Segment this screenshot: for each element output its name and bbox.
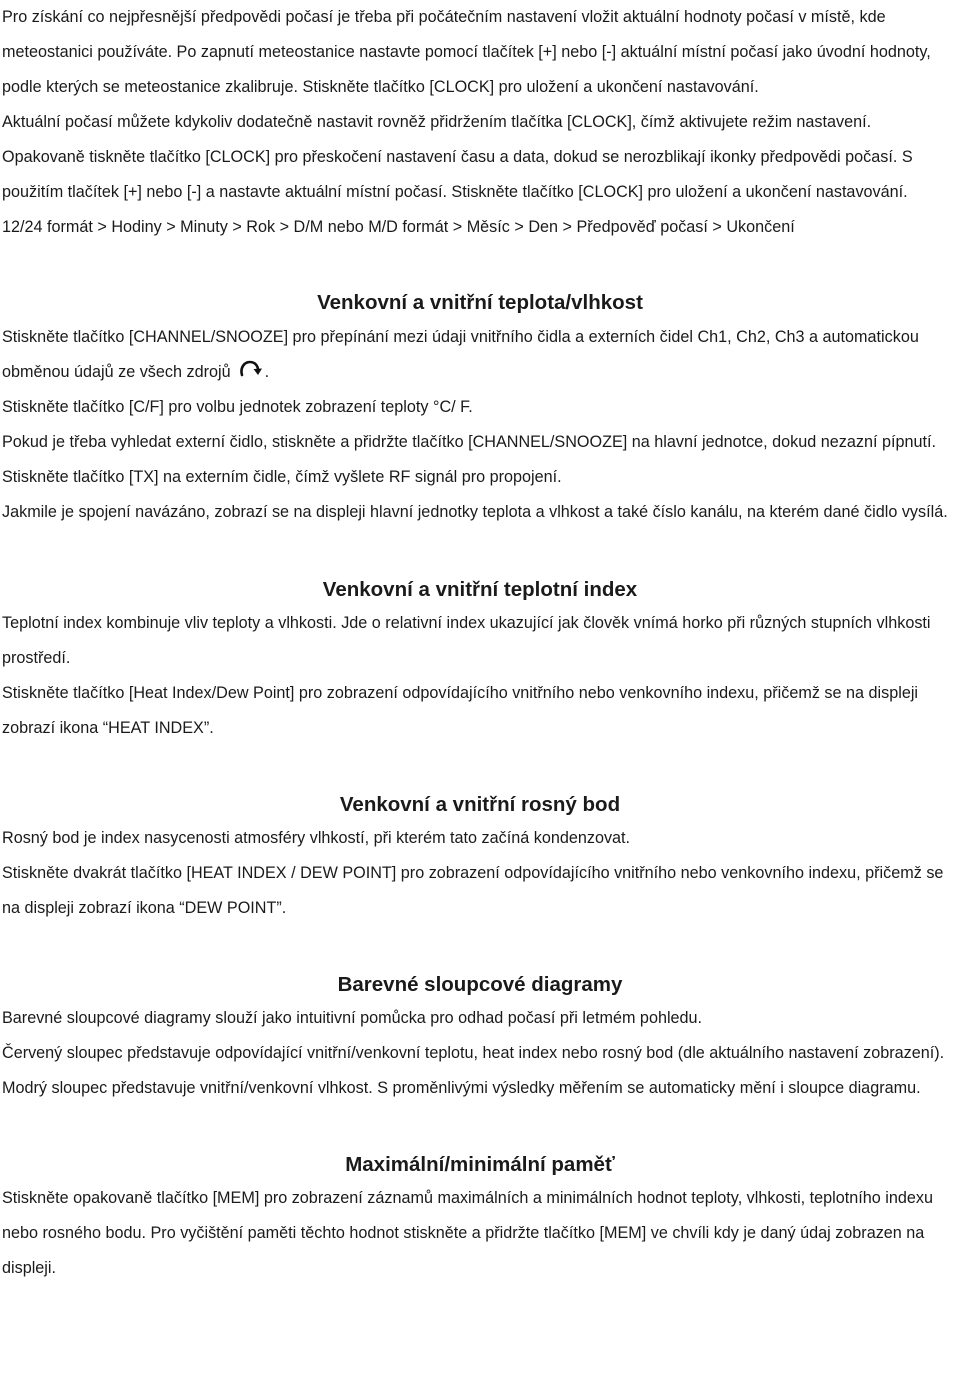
temp-humidity-paragraph-2: Stiskněte tlačítko [C/F] pro volbu jednotek zobrazení teploty °C/ F. — [2, 398, 473, 416]
heading-heat-index: Venkovní a vnitřní teplotní index — [322, 578, 638, 601]
heading-bar-graphs: Barevné sloupcové diagramy — [337, 973, 623, 996]
intro-setup-sequence: 12/24 formát > Hodiny > Minuty > Rok > D/M nebo M/D formát > Měsíc > Den > Předpověď počasí > Ukončení — [2, 218, 795, 236]
heat-index-paragraph-1: Teplotní index kombinuje vliv teploty a vlhkosti. Jde o relativní index ukazující jak člověk vnímá horko při různých stupních vlhkosti prostředí. — [2, 614, 931, 667]
memory-paragraph-1: Stiskněte opakovaně tlačítko [MEM] pro zobrazení záznamů maximálních a minimálních hodnot teploty, vlhkosti, teplotního indexu nebo rosného bodu. Pro vyčištění paměti těchto hodnot stiskněte a přidržte tlačítko [MEM] ve chvíli kdy je daný údaj zobrazen na displeji. — [2, 1189, 933, 1277]
temp-humidity-paragraph-3: Pokud je třeba vyhledat externí čidlo, stiskněte a přidržte tlačítko [CHANNEL/SNOOZE] na hlavní jednotce, dokud nezazní pípnutí. Stiskněte tlačítko [TX] na externím čidle, čímž vyšlete RF signál pro propojení. — [2, 433, 936, 486]
temp-humidity-paragraph-4: Jakmile je spojení navázáno, zobrazí se na displeji hlavní jednotky teplota a vlhkost a také číslo kanálu, na kterém dané čidlo vysílá. — [2, 503, 948, 521]
intro-paragraph-2: Aktuální počasí můžete kdykoliv dodatečně nastavit rovněž přidržením tlačítka [CLOCK], čímž aktivujete režim nastavení. Opakovaně tiskněte tlačítko [CLOCK] pro přeskočení nastavení času a data, dokud se nerozblikají ikonky předpovědi počasí. S použitím tlačítek [+] nebo [-] a nastavte aktuální místní počasí. Stiskněte tlačítko [CLOCK] pro uložení a ukončení nastavování. — [2, 113, 913, 201]
cycle-arrow-icon — [237, 357, 263, 377]
heading-dew-point: Venkovní a vnitřní rosný bod — [339, 793, 621, 816]
heat-index-paragraph-2: Stiskněte tlačítko [Heat Index/Dew Point] pro zobrazení odpovídajícího vnitřního nebo venkovního indexu, přičemž se na displeji zobrazí ikona “HEAT INDEX”. — [2, 684, 919, 737]
heading-memory: Maximální/minimální paměť — [345, 1153, 615, 1176]
temp-humidity-text-1b: . — [264, 363, 270, 381]
bar-graphs-paragraph-2: Červený sloupec představuje odpovídající vnitřní/venkovní teplotu, heat index nebo rosný bod (dle aktuálního nastavení zobrazení). Modrý sloupec představuje vnitřní/venkovní vlhkost. S proměnlivými výsledky měřením se automaticky mění i sloupce diagramu. — [2, 1044, 945, 1097]
intro-paragraph-1: Pro získání co nejpřesnější předpovědi počasí je třeba při počátečním nastavení vložit aktuální hodnoty počasí v místě, kde meteostanici používáte. Po zapnutí meteostanice nastavte pomocí tlačítek [+] nebo [-] aktuální místní počasí jako úvodní hodnoty, podle kterých se meteostanice zkalibruje. Stiskněte tlačítko [CLOCK] pro uložení a ukončení nastavování. — [2, 8, 931, 96]
dew-point-paragraph-2: Stiskněte dvakrát tlačítko [HEAT INDEX / DEW POINT] pro zobrazení odpovídajícího vnitřního nebo venkovního indexu, přičemž se na displeji zobrazí ikona “DEW POINT”. — [2, 864, 944, 917]
bar-graphs-paragraph-1: Barevné sloupcové diagramy slouží jako intuitivní pomůcka pro odhad počasí při letmém pohledu. — [2, 1009, 703, 1027]
heading-temperature-humidity: Venkovní a vnitřní teplota/vlhkost — [317, 291, 643, 314]
dew-point-paragraph-1: Rosný bod je index nasycenosti atmosféry vlhkostí, při kterém tato začíná kondenzovat. — [2, 829, 631, 847]
temp-humidity-paragraph-1 — [2, 320, 958, 390]
temp-humidity-text-1a: Stiskněte tlačítko [CHANNEL/SNOOZE] pro přepínání mezi údaji vnitřního čidla a externích čidel Ch1, Ch2, Ch3 a automatickou obměnou údajů ze všech zdrojů — [2, 328, 919, 381]
